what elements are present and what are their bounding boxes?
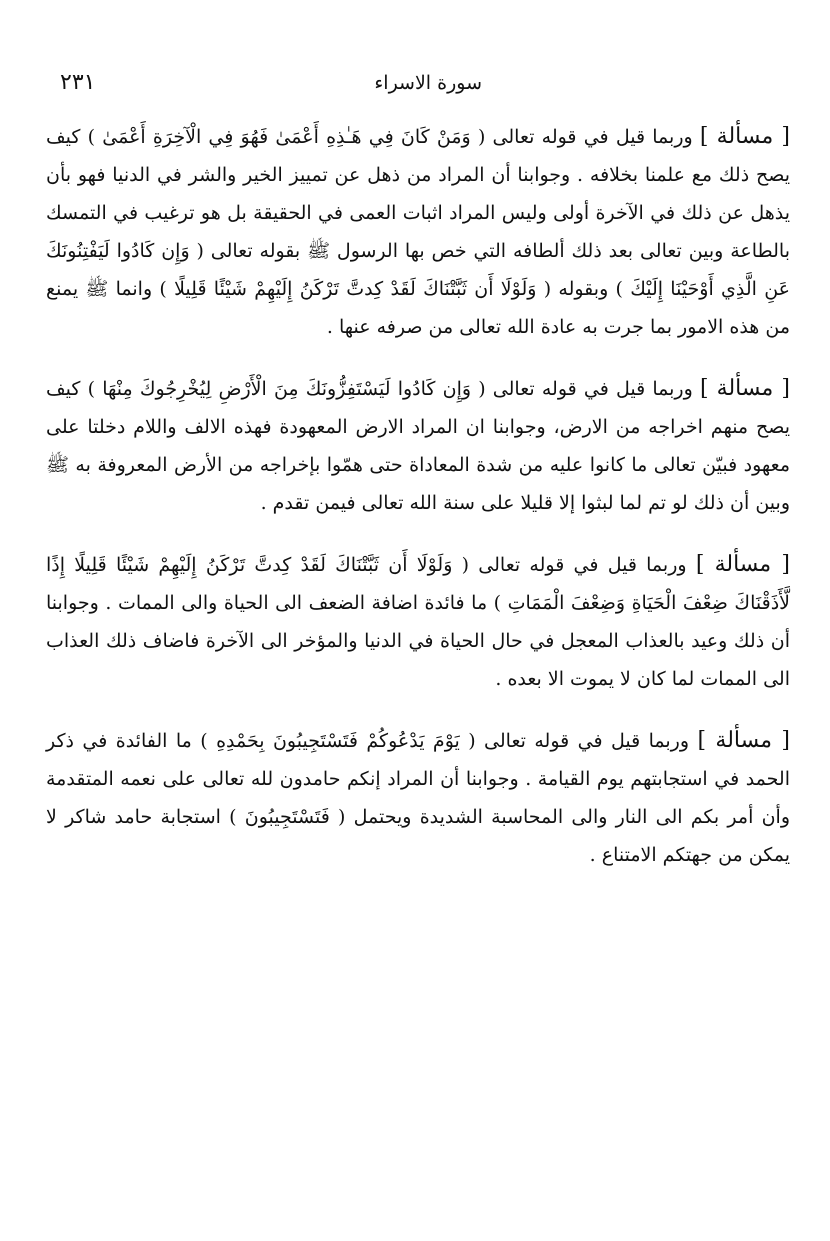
page-body: [46, 118, 790, 874]
question-text: وربما قيل في قوله تعالى ( وَلَوْلَا أَن ثَبَّتْنَاكَ لَقَدْ كِدتَّ تَرْكَنُ إِلَيْهِمْ شَيْئًا قَلِيلًا إِذًا لَّأَذَقْنَاكَ ضِعْفَ الْحَيَاةِ وَضِعْفَ الْمَمَاتِ ) ما فائدة اضافة الضعف الى الحياة والى الممات . وجوابنا أن ذلك وعيد بالعذاب المعجل في حال الحياة في الدنيا والمؤخر الى الآخرة فاضاف ذلك العذاب الى الممات لما كان لا يموت الا بعده .: [46, 554, 790, 690]
question-text: وربما قيل في قوله تعالى ( يَوْمَ يَدْعُوكُمْ فَتَسْتَجِيبُونَ بِحَمْدِهِ ) ما الفائدة في ذكر الحمد في استجابتهم يوم القيامة . وجوابنا أن المراد إنكم حامدون لله تعالى على نعمه المتقدمة وأن أمر بكم الى النار والى المحاسبة الشديدة ويحتمل ( فَتَسْتَجِيبُونَ ) استجابة حامد شاكر لا يمكن من جهتكم الامتناع .: [46, 730, 790, 866]
question-paragraph-4: [46, 722, 790, 874]
question-paragraph-3: [46, 546, 790, 698]
page-header: [60, 72, 782, 102]
question-label: [ مسألة ]: [697, 728, 791, 753]
question-label: [ مسألة ]: [699, 124, 791, 149]
question-text: وربما قيل في قوله تعالى ( وَإِن كَادُوا لَيَسْتَفِزُّونَكَ مِنَ الْأَرْضِ لِيُخْرِجُوكَ مِنْهَا ) كيف يصح منهم اخراجه من الارض، وجوابنا ان المراد الارض المعهودة فهذه الالف واللام دخلتا على معهود فبيّن تعالى ما كانوا عليه من شدة المعاداة حتى همّوا بإخراجه من الأرض المعروفة به ﷺ وبين أن ذلك لو تم لما لبثوا إلا قليلا على سنة الله تعالى فيمن تقدم .: [46, 378, 790, 514]
question-paragraph-2: [46, 370, 790, 522]
surah-title: سورة الاسراء: [374, 72, 482, 94]
page-number: ٢٣١: [60, 70, 96, 95]
question-label: [ مسألة ]: [699, 376, 791, 401]
question-paragraph-1: [46, 118, 790, 346]
question-label: [ مسألة ]: [695, 552, 790, 577]
question-text: وربما قيل في قوله تعالى ( وَمَنْ كَانَ فِي هَـٰذِهِ أَعْمَىٰ فَهُوَ فِي الْآخِرَةِ أَعْمَىٰ ) كيف يصح ذلك مع علمنا بخلافه . وجوابنا أن المراد من ذهل عن تمييز الخير والشر في الدنيا فهو بأن يذهل عن ذلك في الآخرة أولى وليس المراد اثبات العمى في الحقيقة بل هو ترغيب في التمسك بالطاعة وبين تعالى بعد ذلك ألطافه التي خص بها الرسول ﷺ بقوله تعالى ( وَإِن كَادُوا لَيَفْتِنُونَكَ عَنِ الَّذِي أَوْحَيْنَا إِلَيْكَ ) وبقوله ( وَلَوْلَا أَن ثَبَّتْنَاكَ لَقَدْ كِدتَّ تَرْكَنُ إِلَيْهِمْ شَيْئًا قَلِيلًا ) وانما ﷺ يمنع من هذه الامور بما جرت به عادة الله تعالى من صرفه عنها .: [46, 126, 790, 338]
